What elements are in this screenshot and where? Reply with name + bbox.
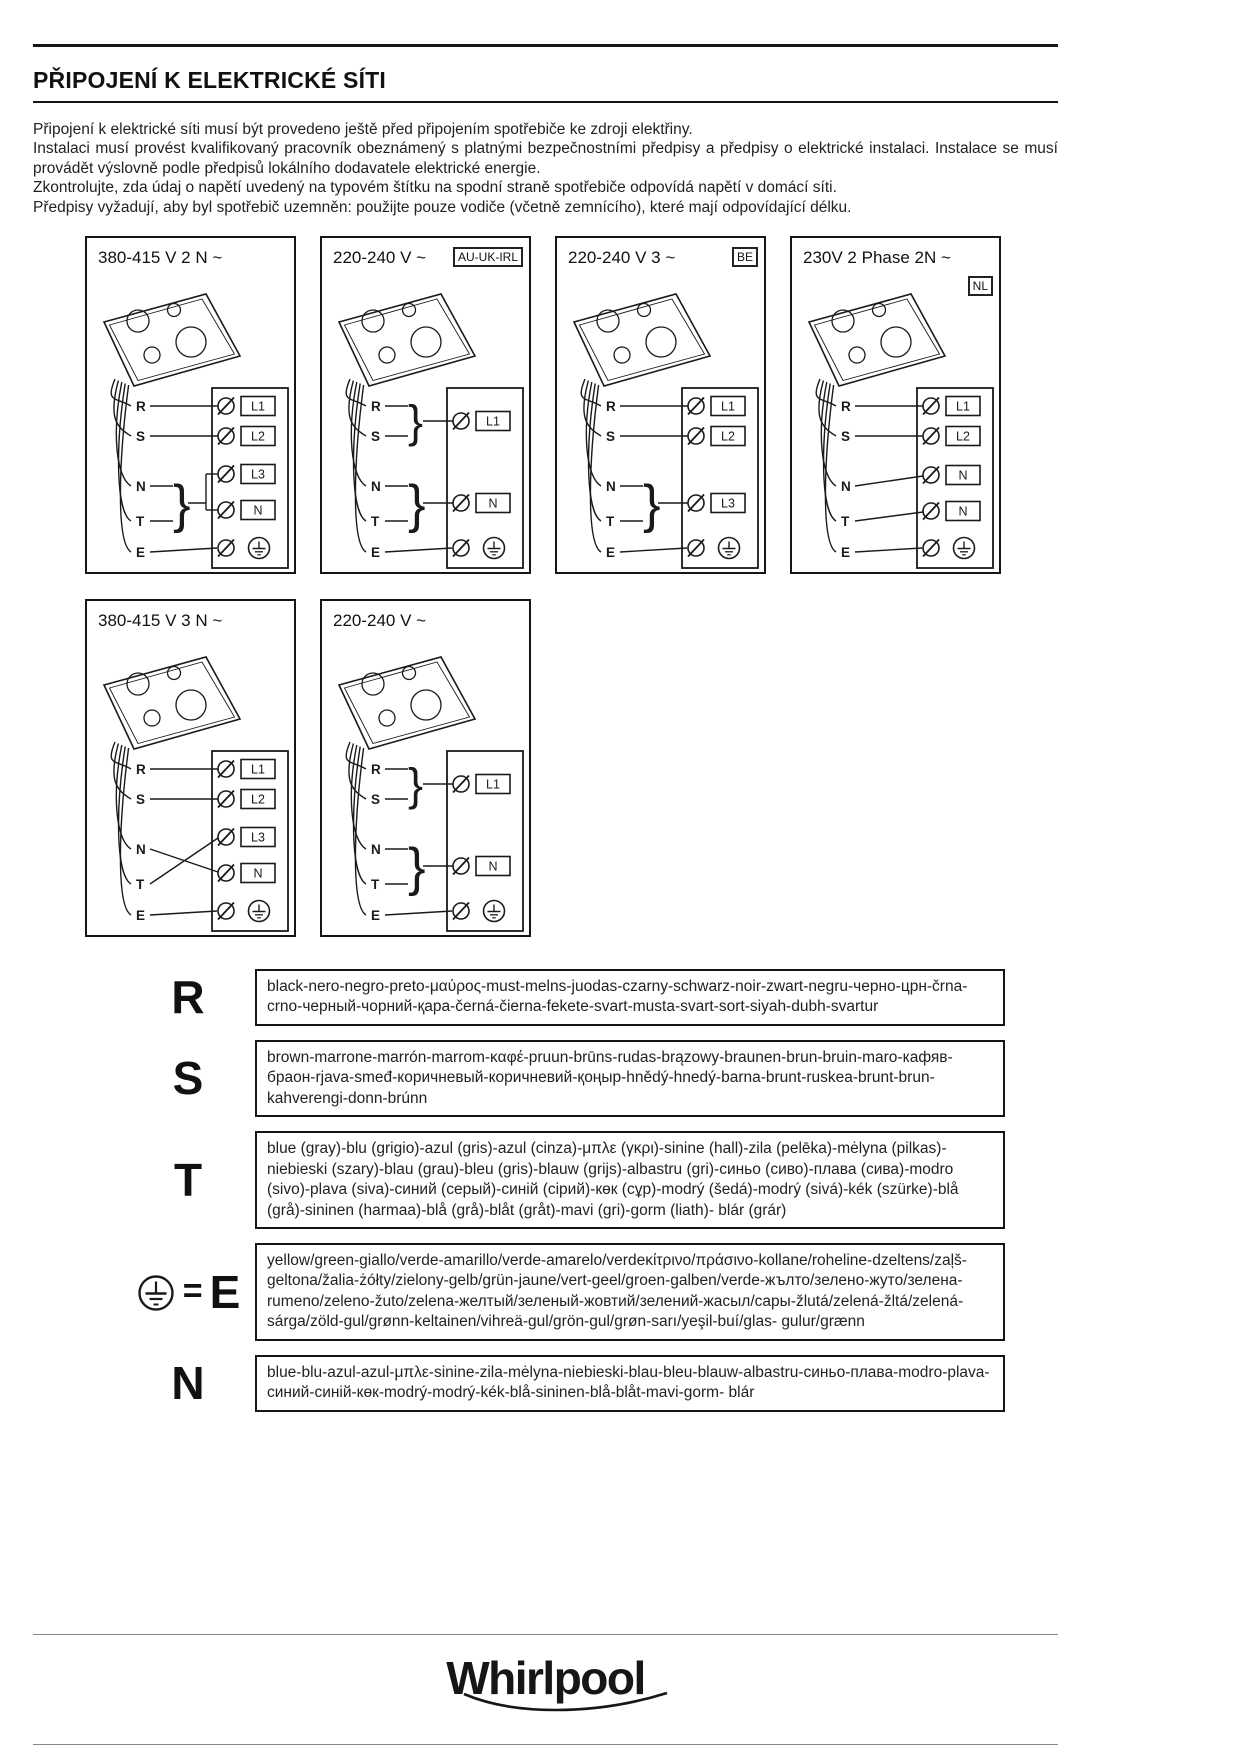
earth-icon xyxy=(136,1271,176,1313)
equals-sign: = xyxy=(182,1272,203,1311)
color-translations-box: black-nero-negro-preto-μαύρος-must-melns-juodas-czarny-schwarz-noir-zwart-negru-черно-црн-črna-crno-черный-чорний-қара-černá-čierna-fekete-svart-musta-svart-sort-siyah-dubh-svartur xyxy=(255,969,1005,1026)
wiring-diagram-5 xyxy=(85,599,296,937)
logo-swoosh-icon xyxy=(458,1691,673,1717)
diagram-voltage-title: 230V 2 Phase 2N ~ xyxy=(803,247,951,267)
wire-label: S xyxy=(371,428,381,444)
diagram-voltage-title: 220-240 V ~ xyxy=(333,247,427,267)
cooktop-illustration xyxy=(809,294,945,386)
terminal-block xyxy=(682,388,758,568)
wire-label: E xyxy=(841,544,851,560)
wire-symbol-cell xyxy=(33,1357,255,1410)
wiring-diagram-1 xyxy=(85,236,296,574)
terminal-label: L3 xyxy=(721,496,735,511)
terminal-block xyxy=(917,388,993,568)
earth-terminal-icon xyxy=(484,537,505,558)
wire-label: R xyxy=(371,398,381,414)
color-translations-box: blue (gray)-blu (grigio)-azul (gris)-azul (cinza)-μπλε (γκρι)-sinine (hall)-zila (pelēka)-mėlyna (pilkas)-niebieski (szary)-blau (grau)-bleu (gris)-blauw (grijs)-albastru (gri)-синьо (сиво)-плава (сива)-modro (sivo)-plava (siva)-синий (серый)-синій (сірий)-көк (сұр)-modrý (šedá)-modrý (sivá)-kék (szürke)-blå (grå)-sininen (harmaa)-blå (grå)-blåt (gråt)-mavi (gri)-gorm (liath)- blár (grár) xyxy=(255,1131,1005,1229)
terminal-label: N xyxy=(958,468,968,483)
wire-label: R xyxy=(136,398,146,414)
title-underline xyxy=(33,101,1058,103)
wiring-diagram-2 xyxy=(320,236,531,574)
color-translations-box: blue-blu-azul-azul-μπλε-sinine-zila-mėlyna-niebieski-blau-bleu-blauw-albastru-синьо-плава-modro-plava-синий-синій-көк-modrý-modrý-kék-blå-sininen-blå-blåt-mavi-gorm- blár xyxy=(255,1355,1005,1412)
cooktop-illustration xyxy=(339,657,475,749)
intro-paragraph-2: Instalaci musí provést kvalifikovaný pracovník obeznámený s platnými bezpečnostními předpisy a předpisy o elektrické instalaci. Instalace se musí provádět výslovně podle předpisů lokálního dodavatele elektrické energie. xyxy=(33,140,1058,177)
terminal-label: N xyxy=(253,866,263,881)
terminal-label: L1 xyxy=(486,414,500,429)
color-code-row-N xyxy=(33,1355,1005,1412)
cooktop-illustration xyxy=(574,294,710,386)
terminal-label: L2 xyxy=(721,429,735,444)
svg-text:}: } xyxy=(408,474,426,534)
diagram-voltage-title: 380-415 V 3 N ~ xyxy=(98,610,223,630)
cooktop-illustration xyxy=(104,294,240,386)
diagram-drawing xyxy=(793,276,1000,570)
brand-name: Whirlpool xyxy=(446,1652,645,1704)
wire-symbol-cell xyxy=(33,1265,255,1318)
terminal-label: L3 xyxy=(251,467,265,482)
wire-connections xyxy=(150,769,218,915)
wire-label: N xyxy=(136,478,146,494)
wire-label: S xyxy=(136,428,146,444)
wire-label: T xyxy=(371,876,380,892)
wire-label: E xyxy=(606,544,616,560)
terminal-block xyxy=(212,751,288,931)
terminal-block xyxy=(447,751,523,931)
terminal-label: L1 xyxy=(251,762,265,777)
terminal-block xyxy=(212,388,288,568)
wire-label: S xyxy=(371,791,381,807)
color-translations-box: brown-marrone-marrón-marrom-καφέ-pruun-brūns-rudas-brązowy-braunen-brun-bruin-maro-кафяв-браон-rjava-smeđ-коричневый-коричневий-қоңыр-hnědý-hnedý-barna-brunt-ruskea-brunt-brun-kahverengi-donn-brúnn xyxy=(255,1040,1005,1117)
wire-connections xyxy=(150,406,218,552)
wires xyxy=(816,379,851,560)
terminal-label: N xyxy=(488,859,498,874)
wire-label: E xyxy=(371,544,381,560)
wire-label: E xyxy=(136,907,146,923)
diagram-drawing xyxy=(88,276,295,570)
diagram-voltage-title: 220-240 V 3 ~ xyxy=(568,247,676,267)
wire-label: T xyxy=(136,513,145,529)
page-title: PŘIPOJENÍ K ELEKTRICKÉ SÍTI xyxy=(33,67,387,93)
wire-symbol-cell xyxy=(33,1052,255,1105)
wire-connections xyxy=(385,759,453,915)
wire-connections xyxy=(855,406,923,552)
wire-letter: S xyxy=(172,1052,204,1105)
wire-label: R xyxy=(841,398,851,414)
wire-color-legend xyxy=(33,969,1058,1412)
wire-label: E xyxy=(136,544,146,560)
diagram-drawing xyxy=(323,276,530,570)
svg-text:}: } xyxy=(643,474,661,534)
wires xyxy=(111,379,146,560)
terminal-label: L1 xyxy=(251,399,265,414)
terminal-label: L1 xyxy=(956,399,970,414)
wiring-diagrams-grid xyxy=(85,236,1003,937)
wire-connections xyxy=(385,396,453,552)
country-badge: NL xyxy=(968,276,993,296)
country-badge: AU-UK-IRL xyxy=(453,247,523,267)
wire-symbol-cell xyxy=(33,971,255,1024)
wire-label: N xyxy=(841,478,851,494)
terminal-label: L3 xyxy=(251,830,265,845)
footer xyxy=(33,1634,1058,1705)
intro-paragraph-3: Zkontrolujte, zda údaj o napětí uvedený na typovém štítku na spodní straně spotřebiče odpovídá napětí v domácí síti. xyxy=(33,179,837,197)
wire-label: R xyxy=(606,398,616,414)
earth-terminal-icon xyxy=(719,537,740,558)
wire-label: T xyxy=(136,876,145,892)
svg-text:}: } xyxy=(173,474,191,534)
cooktop-illustration xyxy=(104,657,240,749)
wire-symbol-cell xyxy=(33,1154,255,1207)
wires xyxy=(581,379,616,560)
earth-terminal-icon xyxy=(249,537,270,558)
wire-label: T xyxy=(606,513,615,529)
top-rule xyxy=(33,44,1058,47)
terminal-block xyxy=(447,388,523,568)
wire-label: N xyxy=(371,478,381,494)
wire-label: T xyxy=(371,513,380,529)
color-code-row-R xyxy=(33,969,1005,1026)
diagram-drawing xyxy=(88,639,295,933)
whirlpool-logo xyxy=(446,1651,645,1705)
cooktop-illustration xyxy=(339,294,475,386)
wire-label: S xyxy=(606,428,616,444)
color-code-row-S xyxy=(33,1040,1005,1117)
wiring-diagram-4 xyxy=(790,236,1001,574)
wire-letter: R xyxy=(171,971,205,1024)
terminal-label: N xyxy=(253,503,263,518)
wiring-diagram-6 xyxy=(320,599,531,937)
footer-rule xyxy=(33,1634,1058,1635)
earth-terminal-icon xyxy=(484,900,505,921)
earth-terminal-icon xyxy=(954,537,975,558)
terminal-label: L2 xyxy=(251,792,265,807)
wire-letter: E xyxy=(209,1265,241,1318)
terminal-label: L2 xyxy=(956,429,970,444)
wire-label: N xyxy=(136,841,146,857)
intro-text xyxy=(33,120,1058,217)
wire-letter: N xyxy=(171,1357,205,1410)
terminal-label: L1 xyxy=(721,399,735,414)
color-code-row-E xyxy=(33,1243,1005,1341)
wire-label: N xyxy=(371,841,381,857)
earth-terminal-icon xyxy=(249,900,270,921)
diagram-voltage-title: 380-415 V 2 N ~ xyxy=(98,247,223,267)
wire-label: S xyxy=(841,428,851,444)
wire-label: R xyxy=(371,761,381,777)
color-translations-box: yellow/green-giallo/verde-amarillo/verde-amarelo/verdeκίτρινο/πράσινο-kollane/roheline-dzeltens/zaļš-geltona/žalia-żółty/zielony-gelb/grün-jaune/vert-geel/groen-galben/verde-жълто/зелено-жуто/зелена-rumeno/zeleno-žuto/zelena-желтый/зеленый-жовтий/зелений-жасыл/сары-žlutá/zelená-žltá/zelená-sárga/zöld-gul/grønn-keltainen/vihreä-gul/grön-gul/grøn-sarı/yeşil-buí/glas- gulur/grænn xyxy=(255,1243,1005,1341)
diagram-drawing xyxy=(323,639,530,933)
svg-text:}: } xyxy=(408,395,424,447)
diagram-drawing xyxy=(558,276,765,570)
terminal-label: N xyxy=(488,496,498,511)
intro-paragraph-4: Předpisy vyžadují, aby byl spotřebič uzemněn: použijte pouze vodiče (včetně zemnícího), které mají odpovídající délku. xyxy=(33,198,852,216)
terminal-label: L1 xyxy=(486,777,500,792)
wire-label: N xyxy=(606,478,616,494)
wire-label: E xyxy=(371,907,381,923)
terminal-label: L2 xyxy=(251,429,265,444)
wires xyxy=(346,742,381,923)
wire-label: R xyxy=(136,761,146,777)
color-code-row-T xyxy=(33,1131,1005,1229)
wire-label: S xyxy=(136,791,146,807)
intro-paragraph-1: Připojení k elektrické síti musí být provedeno ještě před připojením spotřebiče ke zdroji elektřiny. xyxy=(33,121,693,138)
svg-text:}: } xyxy=(408,837,426,897)
terminal-label: N xyxy=(958,504,968,519)
svg-text:}: } xyxy=(408,758,424,810)
page-content xyxy=(33,0,1058,1426)
wire-connections xyxy=(620,406,688,552)
wire-letter: T xyxy=(173,1154,203,1207)
wires xyxy=(111,742,146,923)
wire-label: T xyxy=(841,513,850,529)
wires xyxy=(346,379,381,560)
country-badge: BE xyxy=(732,247,758,267)
wiring-diagram-3 xyxy=(555,236,766,574)
page-bottom-rule xyxy=(33,1744,1058,1745)
diagram-voltage-title: 220-240 V ~ xyxy=(333,610,427,630)
